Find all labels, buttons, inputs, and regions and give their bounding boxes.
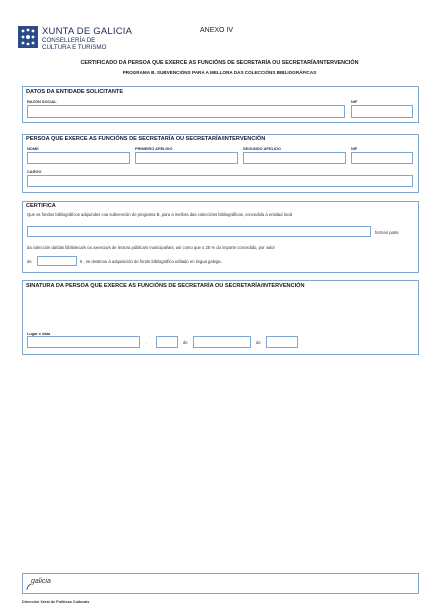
certify-euro-text: € , se destinou á adquisición de fondo bibliográfico editado en lingua galega. (80, 259, 222, 264)
annex-label: ANEXO IV (200, 27, 234, 34)
cargo-field[interactable] (27, 175, 413, 187)
brand-title: XUNTA DE GALICIA (42, 26, 133, 37)
galicia-mark: galicia (31, 578, 51, 585)
razon-social-label: RAZÓN SOCIAL (27, 99, 57, 104)
certify-line-2: da colección da/das biblioteca/s ou axencia/s de lectura pública/s municipal/ais, así como que o 25 % do importe concedido, por valor (27, 245, 275, 250)
xunta-logo-icon (18, 26, 38, 48)
library-field[interactable] (27, 226, 371, 237)
certify-line-1: Que os fondos bibliográficos adquiridos coa subvención do programa B, para a mellora das coleccións bibliográficas, concedida á entidad local (27, 212, 293, 217)
signature-de-2: de (256, 340, 261, 345)
document-title: CERTIFICADO DA PERSOA QUE EXERCE AS FUNCIÓNS DE SECRETARÍA OU SECRETARÍA/INTERVENCIÓN (80, 60, 359, 66)
applicant-heading: DATOS DA ENTIDADE SOLICITANTE (26, 89, 124, 95)
signature-de-1: de (183, 340, 188, 345)
signature-heading: SINATURA DA PERSOA QUE EXERCE AS FUNCIÓNS DE SECRETARÍA OU SECRETARÍA/INTERVENCIÓN (26, 283, 305, 289)
certify-heading: CERTIFICA (26, 203, 56, 209)
month-field[interactable] (193, 336, 251, 348)
applicant-nif-label: NIF (351, 99, 358, 104)
day-field[interactable] (156, 336, 178, 348)
name-label: NOME (27, 146, 39, 151)
place-comma: , (146, 340, 148, 345)
brand-line-2: CULTURA E TURISMO (42, 44, 107, 51)
footer-box (22, 573, 419, 594)
secretary-heading: PERSOA QUE EXERCE AS FUNCIÓNS DE SECRETARÍA OU SECRETARÍA/INTERVENCIÓN (26, 136, 266, 142)
second-surname-field[interactable] (243, 152, 346, 164)
amount-field[interactable] (37, 256, 77, 266)
year-field[interactable] (266, 336, 298, 348)
forman-parte-text: forman parte (375, 230, 399, 235)
secretary-nif-label: NIF (351, 146, 358, 151)
first-surname-label: PRIMEIRO APELIDO (135, 146, 173, 151)
applicant-nif-field[interactable] (351, 105, 413, 118)
second-surname-label: SEGUNDO APELIDO (243, 146, 281, 151)
first-surname-field[interactable] (135, 152, 238, 164)
certify-de-text: de (27, 259, 32, 264)
place-date-label: Lugar e data (27, 331, 51, 336)
brand-subtitle (42, 37, 152, 51)
razon-social-field[interactable] (27, 105, 345, 118)
name-field[interactable] (27, 152, 130, 164)
footer-note: Dirección Xeral de Políticas Culturais (22, 600, 90, 604)
place-field[interactable] (27, 336, 140, 348)
document-subtitle: PROGRAMA B. SUBVENCIÓNS PARA A MELLORA DAS COLECCIÓNS BIBLIOGRÁFICAS (122, 70, 317, 75)
secretary-nif-field[interactable] (351, 152, 413, 164)
cargo-label: CARGO (27, 169, 42, 174)
brand-line-1: CONSELLERÍA DE (42, 37, 96, 44)
